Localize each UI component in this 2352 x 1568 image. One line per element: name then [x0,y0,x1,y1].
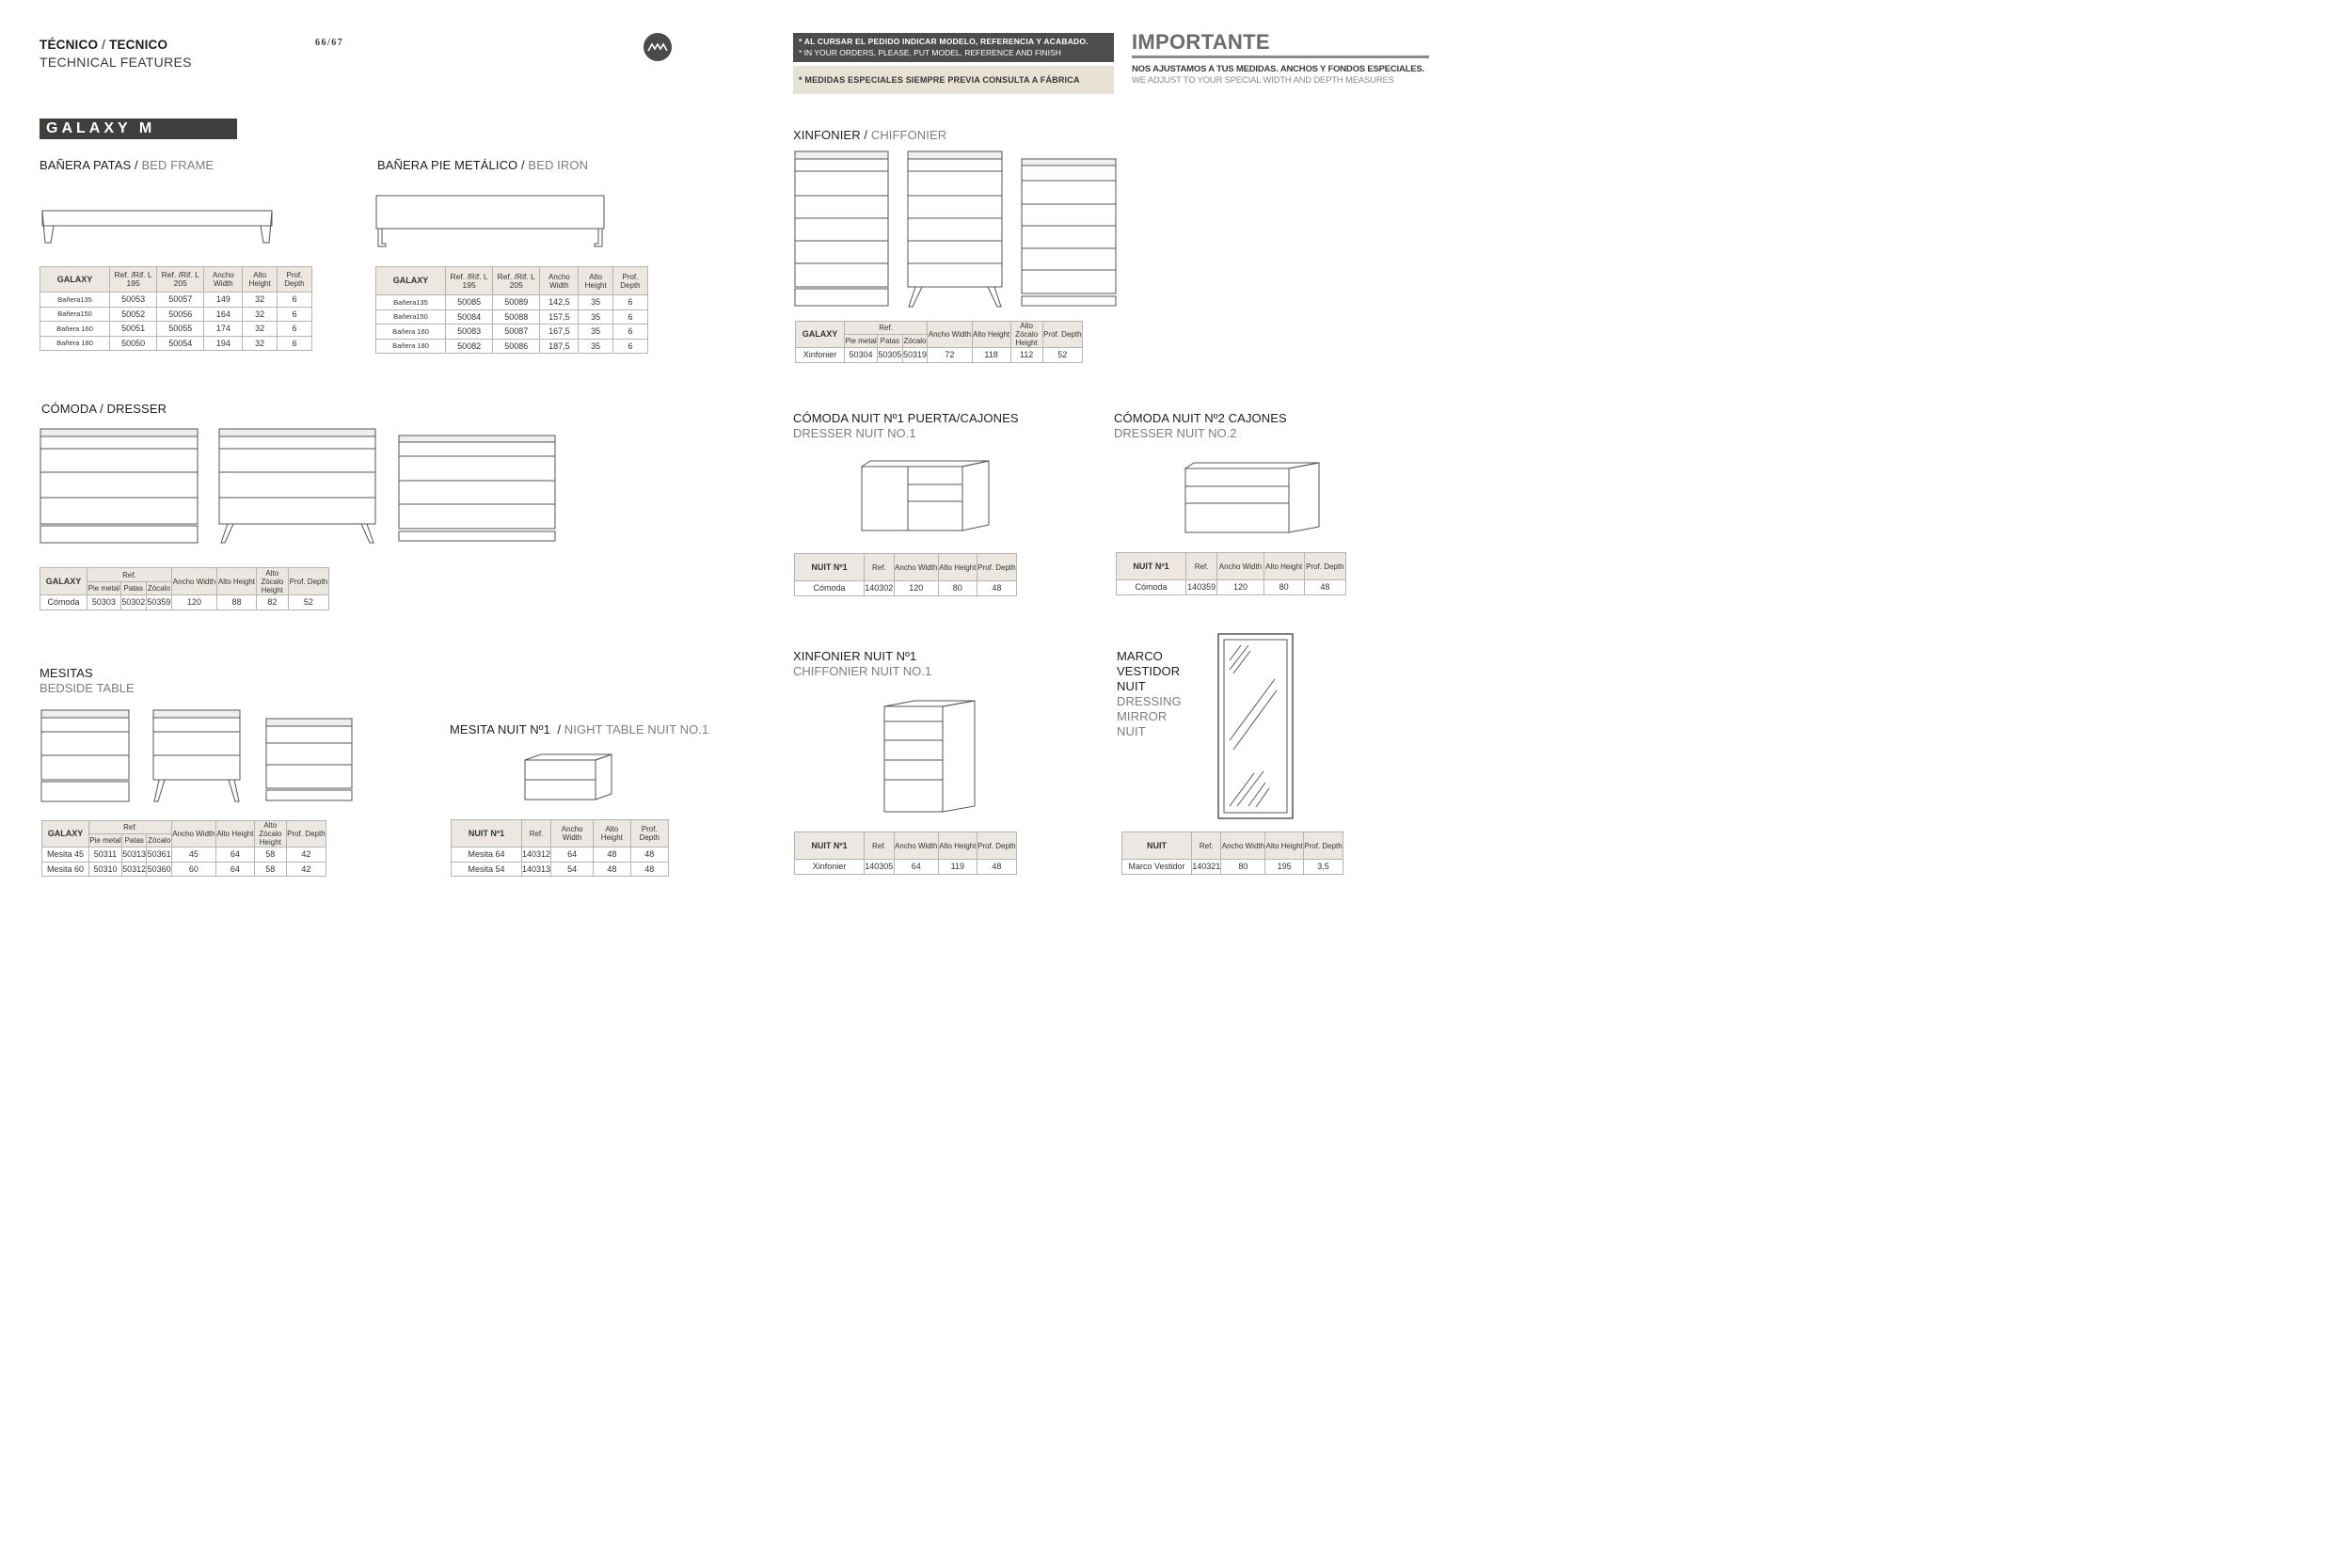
dresser-drawing [40,428,566,546]
row-label-cell: Bañera 160 [40,322,110,337]
table-cell: 50085 [446,295,493,310]
table-cell: 88 [217,595,257,610]
table-cell: 140321 [1192,860,1221,875]
col-metal-base: Pie metal [89,834,122,847]
table-cell: 42 [286,847,326,863]
table-row [795,581,1017,596]
table-cell: 6 [612,309,647,325]
table-cell: 140313 [522,862,551,877]
col-ref: Ref. [865,554,895,581]
table-cell: 50052 [110,307,157,322]
table-cell: 187,5 [540,339,579,354]
mirror-title-es-2: VESTIDOR [1117,664,1181,678]
section-title-mirror [1117,649,1182,739]
chiffonier-nuit-drawing [882,699,980,816]
chiffonier-table [795,321,1083,363]
col-plinth-height: Alto Zócalo Height [1010,322,1042,348]
row-label-cell: Mesita 54 [452,862,522,877]
table-cell: 50319 [902,348,928,363]
table-cell: 50361 [147,847,171,863]
title-separator: / [98,38,110,52]
table-cell: 48 [977,581,1016,596]
mirror-title-es-1: MARCO [1117,649,1163,663]
row-label-cell: Bañera135 [376,295,446,310]
table-cell: 174 [204,322,243,337]
col-width: Ancho Width [928,322,972,348]
table-cell: 35 [579,339,612,354]
col-depth: Prof. Depth [630,820,668,847]
col-depth: Prof. Depth [286,821,326,847]
chiffonier-title-en: CHIFFONIER [870,128,947,142]
col-plinth: Zócalo [146,582,171,595]
table-cell: 32 [243,322,277,337]
table-cell: 50305 [878,348,903,363]
bed-iron-drawing [374,194,610,250]
col-ref: Ref. [89,821,172,834]
table-row [40,322,312,337]
logo-mark-icon [647,41,668,53]
table-cell: 6 [612,339,647,354]
table-cell: 50303 [87,595,121,610]
table-cell: 35 [579,295,612,310]
col-ref: Ref. [87,568,172,582]
col-width: Ancho Width [551,820,594,847]
col-height: Alto Height [579,267,612,295]
table-cell: 50302 [120,595,146,610]
table-cell: 50051 [110,322,157,337]
series-label: GALAXY M [40,119,237,139]
dresser-nuit2-drawing [1183,461,1324,536]
table-cell: 45 [171,847,215,863]
table-cell: 3,5 [1304,860,1343,875]
table-cell: 42 [286,862,326,877]
dresser-title-en: DRESSER [106,402,167,416]
table-cell: 50054 [157,336,204,351]
col-nuit: NUIT Nº1 [795,832,865,860]
col-depth: Prof. Depth [277,267,311,293]
table-cell: 140312 [522,847,551,863]
page-title [40,38,167,52]
table-cell: 119 [938,860,977,875]
table-cell: 52 [288,595,328,610]
page-number: 66/67 [315,38,344,48]
important-text-en: WE ADJUST TO YOUR SPECIAL WIDTH AND DEPTH MEASURES [1132,75,1394,86]
col-height: Alto Height [938,554,977,581]
row-label-cell: Bañera 160 [376,325,446,340]
table-row [42,847,326,863]
night-table-title-es: MESITA NUIT Nº1 [450,722,550,736]
row-label-cell: Cómoda [795,581,865,596]
row-label-cell: Bañera150 [40,307,110,322]
table-cell: 6 [612,295,647,310]
section-title-dresser-nuit1: CÓMODA NUIT Nº1 PUERTA/CAJONES [793,411,1019,425]
table-cell: 54 [551,862,594,877]
table-cell: 50083 [446,325,493,340]
table-cell: 6 [277,307,311,322]
table-cell: 72 [928,348,972,363]
dresser-table [40,567,329,610]
night-table-nuit-drawing [522,752,616,804]
table-cell: 120 [894,581,938,596]
table-cell: 140305 [865,860,895,875]
col-ref-195: Ref. /Rif. L 195 [446,267,493,295]
night-table-title-en: NIGHT TABLE NUIT NO.1 [564,722,709,736]
table-cell: 50304 [845,348,878,363]
bed-frame-drawing [40,209,275,246]
table-cell: 50089 [493,295,540,310]
important-text-es: NOS AJUSTAMOS A TUS MEDIDAS. ANCHOS Y FONDOS ESPECIALES. [1132,64,1424,74]
chiffonier-drawing [793,150,1122,310]
table-cell: 50055 [157,322,204,337]
table-cell: 50057 [157,293,204,308]
col-width: Ancho Width [540,267,579,295]
section-subtitle-dresser-nuit1: DRESSER NUIT NO.1 [793,426,916,440]
table-row [376,295,648,310]
row-label-cell: Bañera150 [376,309,446,325]
col-width: Ancho Width [1221,832,1265,860]
table-cell: 50359 [146,595,171,610]
col-height: Alto Height [938,832,977,860]
night-table-nuit-table [451,819,669,877]
col-width: Ancho Width [171,821,215,847]
col-width: Ancho Width [894,554,938,581]
table-cell: 50082 [446,339,493,354]
title-es: TÉCNICO [40,38,99,52]
row-label-cell: Mesita 60 [42,862,89,877]
col-metal-base: Pie metal [87,582,121,595]
bed-frame-table [40,266,312,351]
col-width: Ancho Width [204,267,243,293]
row-label-cell: Xinfonier [795,860,865,875]
table-cell: 48 [630,862,668,877]
table-cell: 80 [938,581,977,596]
table-cell: 50312 [121,862,146,877]
table-cell: 140359 [1186,580,1217,595]
section-subtitle-dresser-nuit2: DRESSER NUIT NO.2 [1114,426,1237,440]
table-cell: 32 [243,307,277,322]
table-cell: 58 [254,862,286,877]
table-cell: 60 [171,862,215,877]
section-title-chiffonier-nuit: XINFONIER NUIT Nº1 [793,649,917,663]
col-metal-base: Pie metal [845,335,878,348]
special-measures-notice: * MEDIDAS ESPECIALES SIEMPRE PREVIA CONSULTA A FÁBRICA [793,66,1114,94]
table-cell: 6 [277,322,311,337]
col-plinth-height: Alto Zócalo Height [254,821,286,847]
chiffonier-nuit-table [794,832,1017,875]
col-ref-205: Ref. /Rif. L 205 [493,267,540,295]
order-notice [793,33,1114,62]
mirror-title-en-1: DRESSING [1117,694,1182,708]
col-depth: Prof. Depth [1042,322,1082,348]
col-depth: Prof. Depth [1304,553,1345,580]
table-cell: 64 [216,847,255,863]
table-row [452,847,669,863]
important-title: IMPORTANTE [1132,30,1270,54]
page-subtitle: TECHNICAL FEATURES [40,55,192,70]
col-galaxy: GALAXY [42,821,89,847]
dresser-nuit1-table [794,553,1017,596]
col-plinth-height: Alto Zócalo Height [256,568,288,595]
table-cell: 6 [277,293,311,308]
table-cell: 32 [243,293,277,308]
bedside-drawing [40,709,359,803]
col-depth: Prof. Depth [977,832,1016,860]
col-ref-205: Ref. /Rif. L 205 [157,267,204,293]
table-cell: 50086 [493,339,540,354]
table-row [795,860,1017,875]
col-nuit: NUIT Nº1 [452,820,522,847]
table-cell: 35 [579,309,612,325]
col-height: Alto Height [594,820,630,847]
col-galaxy: GALAXY [40,568,87,595]
bed-iron-title-es: BAÑERA PIE METÁLICO [377,158,518,172]
row-label-cell: Bañera 180 [376,339,446,354]
col-depth: Prof. Depth [612,267,647,295]
table-cell: 164 [204,307,243,322]
section-title-night-table-nuit: MESITA NUIT Nº1 / NIGHT TABLE NUIT NO.1 [450,722,709,736]
table-cell: 48 [1304,580,1345,595]
row-label-cell: Mesita 64 [452,847,522,863]
table-cell: 50360 [147,862,171,877]
col-height: Alto Height [1263,553,1304,580]
row-label-cell: Marco Vestidor [1122,860,1192,875]
table-cell: 48 [977,860,1016,875]
col-depth: Prof. Depth [288,568,328,595]
col-galaxy: GALAXY [376,267,446,295]
table-cell: 80 [1221,860,1265,875]
table-cell: 35 [579,325,612,340]
mirror-title-en-2: MIRROR [1117,709,1168,723]
table-cell: 120 [171,595,216,610]
bedside-table [41,820,326,877]
table-cell: 48 [594,847,630,863]
section-title-dresser: CÓMODA / DRESSER [41,402,167,416]
table-cell: 194 [204,336,243,351]
col-legs: Patas [120,582,146,595]
table-cell: 32 [243,336,277,351]
bed-iron-table [375,266,648,354]
row-label-cell: Cómoda [1117,580,1186,595]
section-title-chiffonier: XINFONIER / CHIFFONIER [793,128,947,142]
row-label-cell: Bañera 180 [40,336,110,351]
col-ref: Ref. [1192,832,1221,860]
col-ref: Ref. [845,322,928,335]
table-cell: 82 [256,595,288,610]
table-cell: 52 [1042,348,1082,363]
table-cell: 64 [894,860,938,875]
table-row [42,862,326,877]
col-height: Alto Height [1265,832,1304,860]
mirror-table [1121,832,1343,875]
table-cell: 6 [612,325,647,340]
table-row [796,348,1083,363]
bed-iron-title-en: BED IRON [528,158,589,172]
dresser-nuit2-table [1116,552,1346,595]
table-cell: 140302 [865,581,895,596]
col-plinth: Zócalo [147,834,171,847]
section-subtitle-chiffonier-nuit: CHIFFONIER NUIT NO.1 [793,664,932,678]
table-row [40,336,312,351]
table-cell: 50313 [121,847,146,863]
mirror-drawing [1216,632,1296,820]
table-cell: 118 [972,348,1010,363]
col-galaxy: GALAXY [40,267,110,293]
table-row [376,339,648,354]
table-cell: 50088 [493,309,540,325]
table-cell: 50084 [446,309,493,325]
table-cell: 80 [1263,580,1304,595]
table-row [40,307,312,322]
table-cell: 112 [1010,348,1042,363]
dresser-nuit1-drawing [859,459,995,536]
col-depth: Prof. Depth [977,554,1016,581]
col-width: Ancho Width [171,568,216,595]
table-cell: 50053 [110,293,157,308]
important-divider [1132,55,1429,58]
col-width: Ancho Width [1217,553,1264,580]
title-alt: TECNICO [109,38,168,52]
col-ref: Ref. [1186,553,1217,580]
col-ref: Ref. [522,820,551,847]
table-cell: 50087 [493,325,540,340]
table-cell: 48 [594,862,630,877]
col-width: Ancho Width [894,832,938,860]
table-cell: 195 [1265,860,1304,875]
col-nuit: NUIT Nº1 [1117,553,1186,580]
table-cell: 48 [630,847,668,863]
table-cell: 50056 [157,307,204,322]
bed-frame-title-es: BAÑERA PATAS [40,158,132,172]
order-notice-en: * IN YOUR ORDERS, PLEASE, PUT MODEL, REFERENCE AND FINISH [799,48,1061,57]
col-ref: Ref. [865,832,895,860]
section-title-bed-iron: BAÑERA PIE METÁLICO / BED IRON [377,158,589,172]
table-row [376,309,648,325]
row-label-cell: Bañera135 [40,293,110,308]
col-depth: Prof. Depth [1304,832,1343,860]
section-title-bedside: MESITAS [40,666,93,680]
dresser-title-es: CÓMODA [41,402,97,416]
col-legs: Patas [878,335,903,348]
table-cell: 50310 [89,862,122,877]
table-cell: 142,5 [540,295,579,310]
table-row [452,862,669,877]
table-row [376,325,648,340]
order-notice-es: * AL CURSAR EL PEDIDO INDICAR MODELO, REFERENCIA Y ACABADO. [799,37,1089,46]
mirror-title-en-3: NUIT [1117,724,1146,738]
row-label-cell: Cómoda [40,595,87,610]
col-legs: Patas [121,834,146,847]
row-label-cell: Mesita 45 [42,847,89,863]
table-row [1117,580,1346,595]
col-plinth: Zócalo [902,335,928,348]
col-galaxy: GALAXY [796,322,845,348]
col-nuit: NUIT Nº1 [795,554,865,581]
section-title-dresser-nuit2: CÓMODA NUIT Nº2 CAJONES [1114,411,1287,425]
row-label-cell: Xinfonier [796,348,845,363]
table-cell: 157,5 [540,309,579,325]
brand-logo [644,33,672,61]
section-title-bed-frame: BAÑERA PATAS / BED FRAME [40,158,215,172]
chiffonier-title-es: XINFONIER [793,128,861,142]
table-cell: 6 [277,336,311,351]
table-cell: 149 [204,293,243,308]
bed-frame-title-en: BED FRAME [141,158,215,172]
col-nuit: NUIT [1122,832,1192,860]
mirror-title-es-3: NUIT [1117,679,1146,693]
table-cell: 64 [216,862,255,877]
table-cell: 120 [1217,580,1264,595]
section-subtitle-bedside: BEDSIDE TABLE [40,681,135,695]
table-cell: 50311 [89,847,122,863]
table-cell: 50050 [110,336,157,351]
table-row [40,595,329,610]
col-height: Alto Height [972,322,1010,348]
table-row [40,293,312,308]
table-cell: 167,5 [540,325,579,340]
table-cell: 64 [551,847,594,863]
col-height: Alto Height [216,821,255,847]
table-row [1122,860,1343,875]
col-height: Alto Height [243,267,277,293]
table-cell: 58 [254,847,286,863]
col-height: Alto Height [217,568,257,595]
col-ref-195: Ref. /Rif. L 195 [110,267,157,293]
